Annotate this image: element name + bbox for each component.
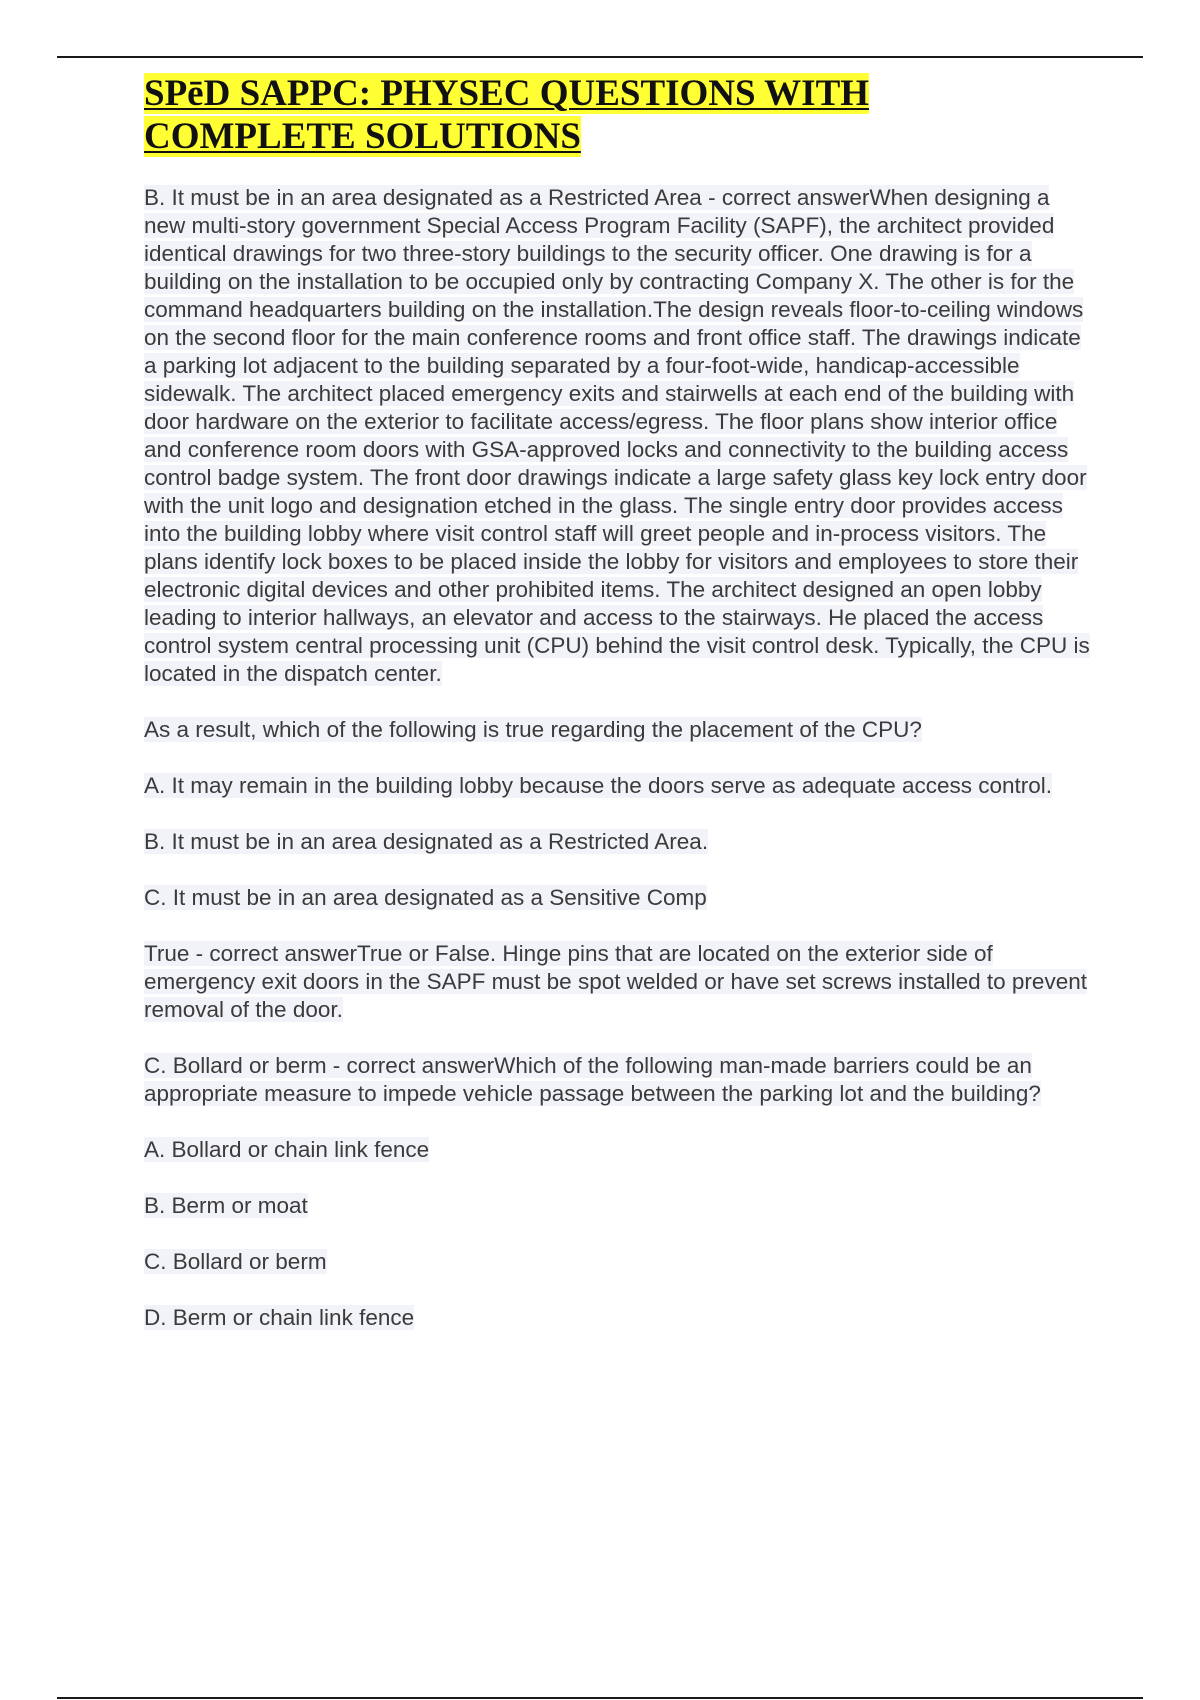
answer-option: C. It must be in an area designated as a Sensitive Comp: [144, 885, 707, 910]
answer-option: B. It must be in an area designated as a Restricted Area.: [144, 829, 709, 854]
answer-option: C. Bollard or berm: [144, 1249, 327, 1274]
answer-option: A. It may remain in the building lobby because the doors serve as adequate access control.: [144, 773, 1053, 798]
question-hinge-pins: True - correct answerTrue or False. Hinge pins that are located on the exterior side of emergency exit doors in the SAPF must be spot welded or have set screws installed to prevent removal of the door.: [144, 941, 1087, 1022]
question-cpu-placement-text: B. It must be in an area designated as a Restricted Area - correct answerWhen designing a new multi-story government Special Access Program Facility (SAPF), the architect provided identical drawings for two three-story buildings to the security officer. One drawing is for a building on the installation to be occupied only by contracting Company X. The other is for the command headquarters building on the installation.The design reveals floor-to-ceiling windows on the second floor for the main conference rooms and front office staff. The drawings indicate a parking lot adjacent to the building separated by a four-foot-wide, handicap-accessible sidewalk. The architect placed emergency exits and stairwells at each end of the building with door hardware on the exterior to facilitate access/egress. The floor plans show interior office and conference room doors with GSA-approved locks and connectivity to the building access control badge system. The front door drawings indicate a large safety glass key lock entry door with the unit logo and designation etched in the glass. The single entry door provides access into the building lobby where visit control staff will greet people and in-process visitors. The plans identify lock boxes to be placed inside the lobby for visitors and employees to store their electronic digital devices and other prohibited items. The architect designed an open lobby leading to interior hallways, an elevator and access to the stairways. He placed the access control system central processing unit (CPU) behind the visit control desk. Typically, the CPU is located in the dispatch center.: [144, 185, 1090, 686]
question-cpu-prompt: As a result, which of the following is true regarding the placement of the CPU?: [144, 717, 922, 742]
document-title: [144, 72, 1044, 158]
question-barriers: C. Bollard or berm - correct answerWhich of the following man-made barriers could be an appropriate measure to impede vehicle passage between the parking lot and the building?: [144, 1053, 1041, 1106]
title-line-1: SPēD SAPPC: PHYSEC QUESTIONS WITH: [144, 73, 870, 114]
bottom-rule: [57, 1697, 1143, 1699]
top-rule: [57, 56, 1143, 58]
answer-option: B. Berm or moat: [144, 1193, 308, 1218]
answer-option: A. Bollard or chain link fence: [144, 1137, 430, 1162]
document-body: [144, 184, 1090, 1360]
title-line-2: COMPLETE SOLUTIONS: [144, 116, 581, 157]
answer-option: D. Berm or chain link fence: [144, 1305, 415, 1330]
